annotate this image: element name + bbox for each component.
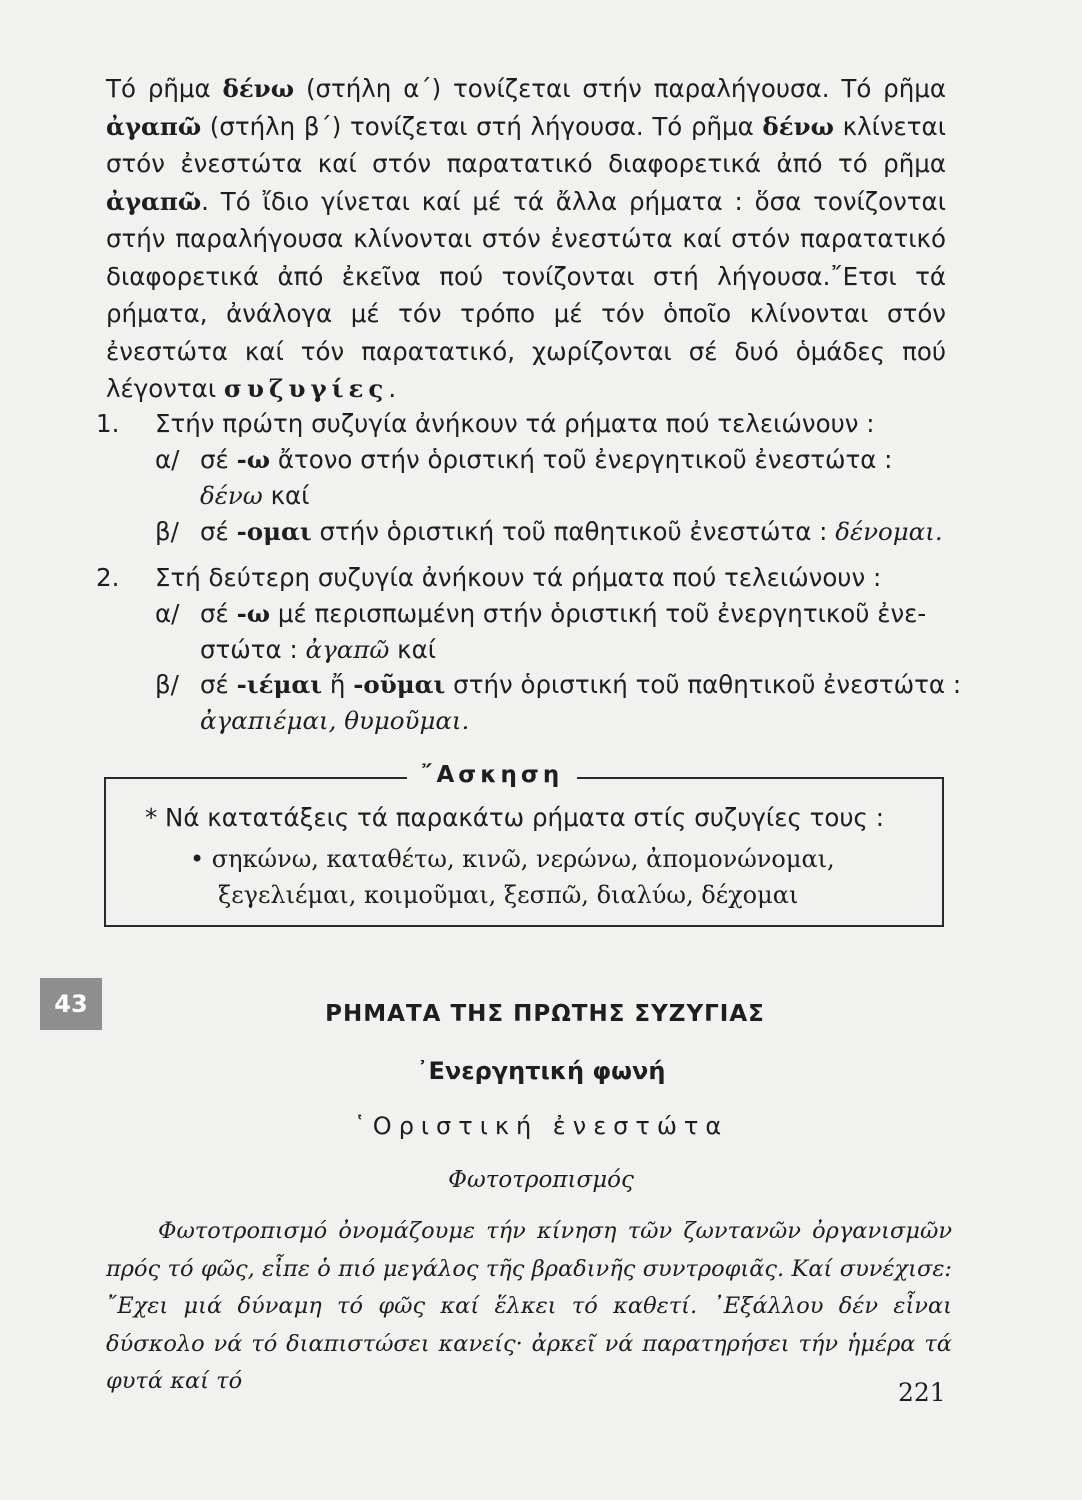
rule-text: Στή δεύτερη συζυγία ἀνήκουν τά ρήματα πού τελειώνουν : bbox=[155, 563, 882, 592]
exercise-instruction: * Νά κατατάξεις τά παρακάτω ρήματα στίς συζυγίες τους : bbox=[145, 803, 884, 832]
subitem-text: στώτα : bbox=[200, 635, 306, 664]
story-text: Φωτοτροπισμό ὀνομάζουμε τήν κίνηση τῶν ζωντανῶν ὀργανισμῶν πρός τό φῶς, εἶπε ὁ πιό μεγάλος τῆς βραδινῆς συντροφιᾶς. Καί συνέχισε: ῎Εχει μιά δύναμη τό φῶς καί ἕλκει τό καθετί. ᾿Εξάλλου δέν εἶναι δύσκολο νά τό διαπιστώσει κανείς· ἀρκεῖ νά παρατηρήσει τήν ἡμέρα τά φυτά καί τό bbox=[106, 1218, 952, 1394]
story-paragraph bbox=[106, 1213, 952, 1401]
subitem-text: ἄτονο στήν ὁριστική τοῦ ἐνεργητικοῦ ἐνεστώτα : bbox=[270, 445, 893, 474]
rule-subitem-cont bbox=[200, 635, 436, 664]
intro-text: Τό ρῆμα bbox=[106, 74, 223, 103]
term-agapo: ἀγαπῶ bbox=[106, 186, 202, 216]
rule-subitem bbox=[155, 517, 943, 546]
intro-paragraph bbox=[106, 70, 946, 408]
rule-subitem-cont bbox=[200, 706, 469, 735]
intro-text: . bbox=[388, 374, 397, 403]
verb-ending: -ω bbox=[236, 445, 271, 474]
lesson-number-badge: 43 bbox=[40, 978, 102, 1030]
mood-heading: ῾Οριστική ἐνεστώτα bbox=[353, 1112, 729, 1140]
rule-subitem bbox=[155, 670, 961, 699]
term-agapo: ἀγαπῶ bbox=[106, 111, 202, 141]
subitem-text: καί bbox=[389, 635, 437, 664]
verb-ending: -ω bbox=[236, 599, 271, 628]
example-verb: δένω bbox=[200, 481, 263, 510]
rule-subitem bbox=[155, 445, 892, 474]
term-deno: δένω bbox=[762, 111, 834, 141]
verb-ending: -ομαι bbox=[236, 517, 312, 546]
story-title: Φωτοτροπισμός bbox=[448, 1167, 634, 1193]
subitem-label: α/ bbox=[155, 445, 180, 474]
subitem-text: σέ bbox=[200, 670, 237, 699]
term-deno: δένω bbox=[222, 74, 295, 103]
verb-ending: -οῦμαι bbox=[353, 670, 446, 699]
intro-text: κλίνεται στόν ἐνεστώτα καί στόν παρατατικό διαφορετικά ἀπό τό ρῆμα bbox=[106, 111, 946, 178]
subitem-text: μέ περισπωμένη στήν ὁριστική τοῦ ἐνεργητικοῦ ἐνε- bbox=[270, 599, 927, 628]
example-verb: ἀγαπιέμαι, θυμοῦμαι. bbox=[200, 706, 470, 735]
rule-number: 1. bbox=[96, 409, 120, 438]
rule-text: Στήν πρώτη συζυγία ἀνήκουν τά ρήματα πού τελειώνουν : bbox=[155, 409, 875, 438]
subitem-text: στήν ὁριστική τοῦ παθητικοῦ ἐνεστώτα : bbox=[445, 670, 962, 699]
rule-subitem-cont bbox=[200, 481, 309, 510]
exercise-verbs-line: • σηκώνω, καταθέτω, κινῶ, νερώνω, ἀπομονώνομαι, bbox=[190, 845, 835, 873]
rule-subitem bbox=[155, 599, 926, 628]
rule-number: 2. bbox=[96, 563, 120, 592]
exercise-verbs-line: ξεγελιέμαι, κοιμοῦμαι, ξεσπῶ, διαλύω, δέχομαι bbox=[218, 881, 799, 909]
subitem-text: σέ bbox=[200, 445, 237, 474]
exercise-title: ῎Ασκηση bbox=[407, 762, 577, 788]
voice-heading: ᾿Ενεργητική φωνή bbox=[416, 1057, 666, 1085]
subitem-label: β/ bbox=[155, 517, 179, 546]
intro-text: (στήλη β΄) τονίζεται στή λήγουσα. Τό ρῆμα bbox=[201, 111, 763, 141]
verb-ending: -ιέμαι bbox=[236, 670, 323, 699]
example-verb: ἀγαπῶ bbox=[305, 635, 390, 664]
subitem-text: σέ bbox=[200, 517, 237, 546]
subitem-label: β/ bbox=[155, 670, 179, 699]
intro-text: . Τό ἴδιο γίνεται καί μέ τά ἄλλα ρήματα : ὅσα τονίζονται στήν παραλήγουσα κλίνονται στόν ἐνεστώτα καί στόν παρατατικό διαφορετικά ἀπό ἐκεῖνα πού τονίζονται στή λήγουσα.῎Ετσι τά ρήματα, ἀνάλογα μέ τόν τρόπο μέ τόν ὁποῖο κλίνονται στόν ἐνεστώτα καί τόν παρατατικό, χωρίζονται σέ δυό ὁμάδες πού λέγονται bbox=[106, 186, 946, 403]
term-syzygies: συζυγίες bbox=[223, 374, 389, 403]
subitem-text: στήν ὁριστική τοῦ παθητικοῦ ἐνεστώτα : bbox=[311, 517, 836, 546]
section-heading: ΡΗΜΑΤΑ ΤΗΣ ΠΡΩΤΗΣ ΣΥΖΥΓΙΑΣ bbox=[325, 1001, 765, 1027]
intro-text: (στήλη α΄) τονίζεται στήν παραλήγουσα. Τό ρῆμα bbox=[294, 74, 946, 103]
subitem-text: σέ bbox=[200, 599, 237, 628]
page-number: 221 bbox=[898, 1378, 946, 1407]
subitem-text: καί bbox=[262, 481, 310, 510]
subitem-text: ἤ bbox=[322, 670, 354, 699]
subitem-label: α/ bbox=[155, 599, 180, 628]
example-verb: δένομαι. bbox=[835, 517, 943, 546]
